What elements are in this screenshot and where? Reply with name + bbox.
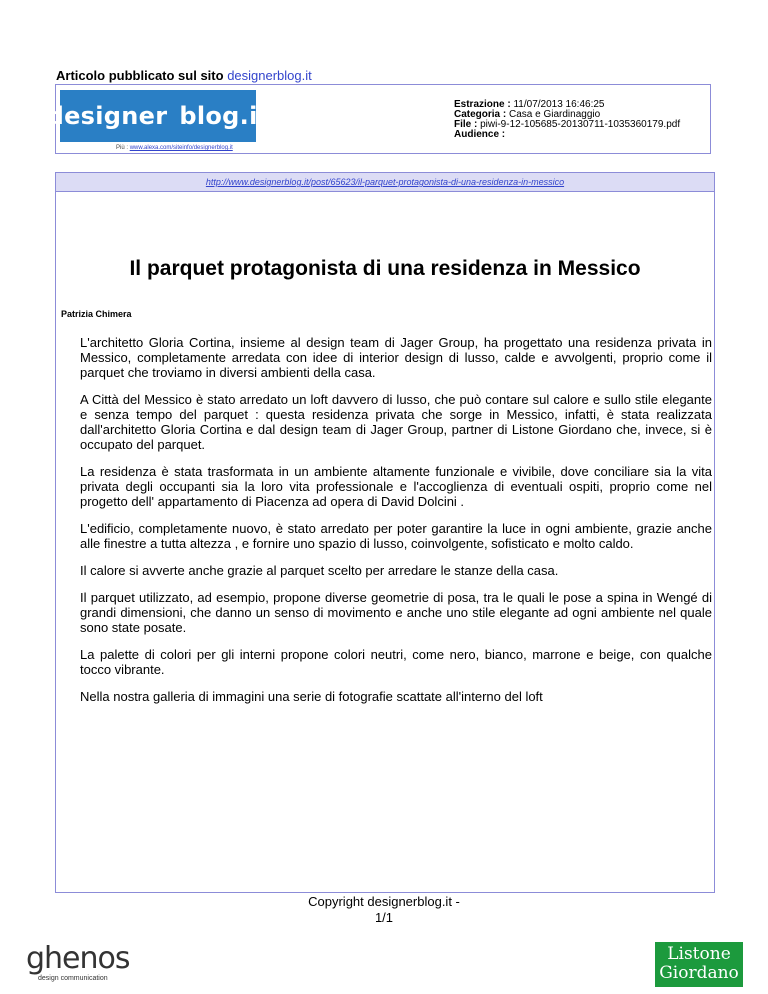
alexa-prefix: Più :	[116, 145, 129, 151]
article-box	[55, 172, 715, 893]
paragraph: L'architetto Gloria Cortina, insieme al design team di Jager Group, ha progettato una residenza privata in Messico, completamente arredata con idee di interior design di lusso, calde e avvolgenti, proprio come il parquet che troviamo in diversi ambienti della casa.	[80, 335, 712, 380]
meta-file: File : piwi-9-12-105685-20130711-1035360179.pdf	[454, 119, 681, 130]
alexa-link[interactable]: www.alexa.com/siteinfo/designerblog.it	[129, 145, 233, 151]
copyright-text: Copyright designerblog.it -	[308, 894, 460, 909]
extraction-meta	[454, 100, 680, 140]
paragraph: Il calore si avverte anche grazie al parquet scelto per arredare le stanze della casa.	[80, 563, 559, 578]
paragraph: La palette di colori per gli interni propone colori neutri, come nero, bianco, marrone e beige, con qualche tocco vibrante.	[80, 647, 712, 677]
site-link[interactable]: designerblog.it	[227, 68, 312, 83]
article-author: Patrizia Chimera	[61, 309, 132, 319]
logo-left-text: designer	[46, 102, 168, 130]
listone-line2: Giordano	[659, 963, 739, 983]
published-line	[56, 68, 312, 83]
ghenos-logo	[26, 941, 130, 982]
article-body	[80, 335, 712, 716]
alexa-line	[116, 145, 233, 151]
published-label: Articolo pubblicato sul sito	[56, 68, 224, 83]
paragraph: La residenza è stata trasformata in un ambiente altamente funzionale e vivibile, dove conciliare sia la vita privata degli occupanti sia la loro vita professionale e l'accoglienza di eventuali ospiti, proprio come nel progetto dell' appartamento di Piacenza ad opera di David Dolcini .	[80, 464, 712, 509]
paragraph: A Città del Messico è stato arredato un loft davvero di lusso, che può contare sul calore e sullo stile elegante e senza tempo del parquet : questa residenza privata che sorge in Messico, infatti, è stata realizzata dall'architetto Gloria Cortina e dal design team di Jager Group, partner di Listone Giordano che, invece, si è occupato del parquet.	[80, 392, 712, 452]
paragraph: Il parquet utilizzato, ad esempio, propone diverse geometrie di posa, tra le quali le pose a spina in Wengé di grandi dimensioni, che danno un senso di movimento e anche uno stile elegante ad ogni ambiente nel quale sono state posate.	[80, 590, 712, 635]
meta-estrazione: Estrazione : 11/07/2013 16:46:25	[454, 99, 605, 110]
ghenos-subtitle: design communication	[38, 975, 108, 982]
meta-audience: Audience :	[454, 129, 506, 140]
copyright-footer	[0, 894, 768, 926]
header-box	[46, 84, 711, 154]
paragraph: L'edificio, completamente nuovo, è stato arredato per poter garantire la luce in ogni ambiente, grazie anche alle finestre a tutta altezza , e fornire uno spazio di lusso, coinvolgente, sofisticato e molto caldo.	[80, 521, 712, 551]
article-title: Il parquet protagonista di una residenza in Messico	[129, 257, 641, 280]
listone-giordano-logo	[655, 942, 743, 987]
page-number: 1/1	[374, 910, 394, 925]
article-url-bar	[56, 173, 714, 192]
ghenos-name: ghenos	[26, 941, 130, 976]
designerblog-logo[interactable]	[46, 90, 270, 142]
paragraph: Nella nostra galleria di immagini una serie di fotografie scattate all'interno del loft	[80, 689, 543, 704]
logo-right-text: blog.it	[179, 102, 270, 130]
article-url-link[interactable]: http://www.designerblog.it/post/65623/il-parquet-protagonista-di-una-residenza-in-messico	[205, 177, 565, 187]
meta-categoria: Categoria : Casa e Giardinaggio	[454, 109, 601, 120]
listone-line1: Listone	[667, 944, 731, 964]
